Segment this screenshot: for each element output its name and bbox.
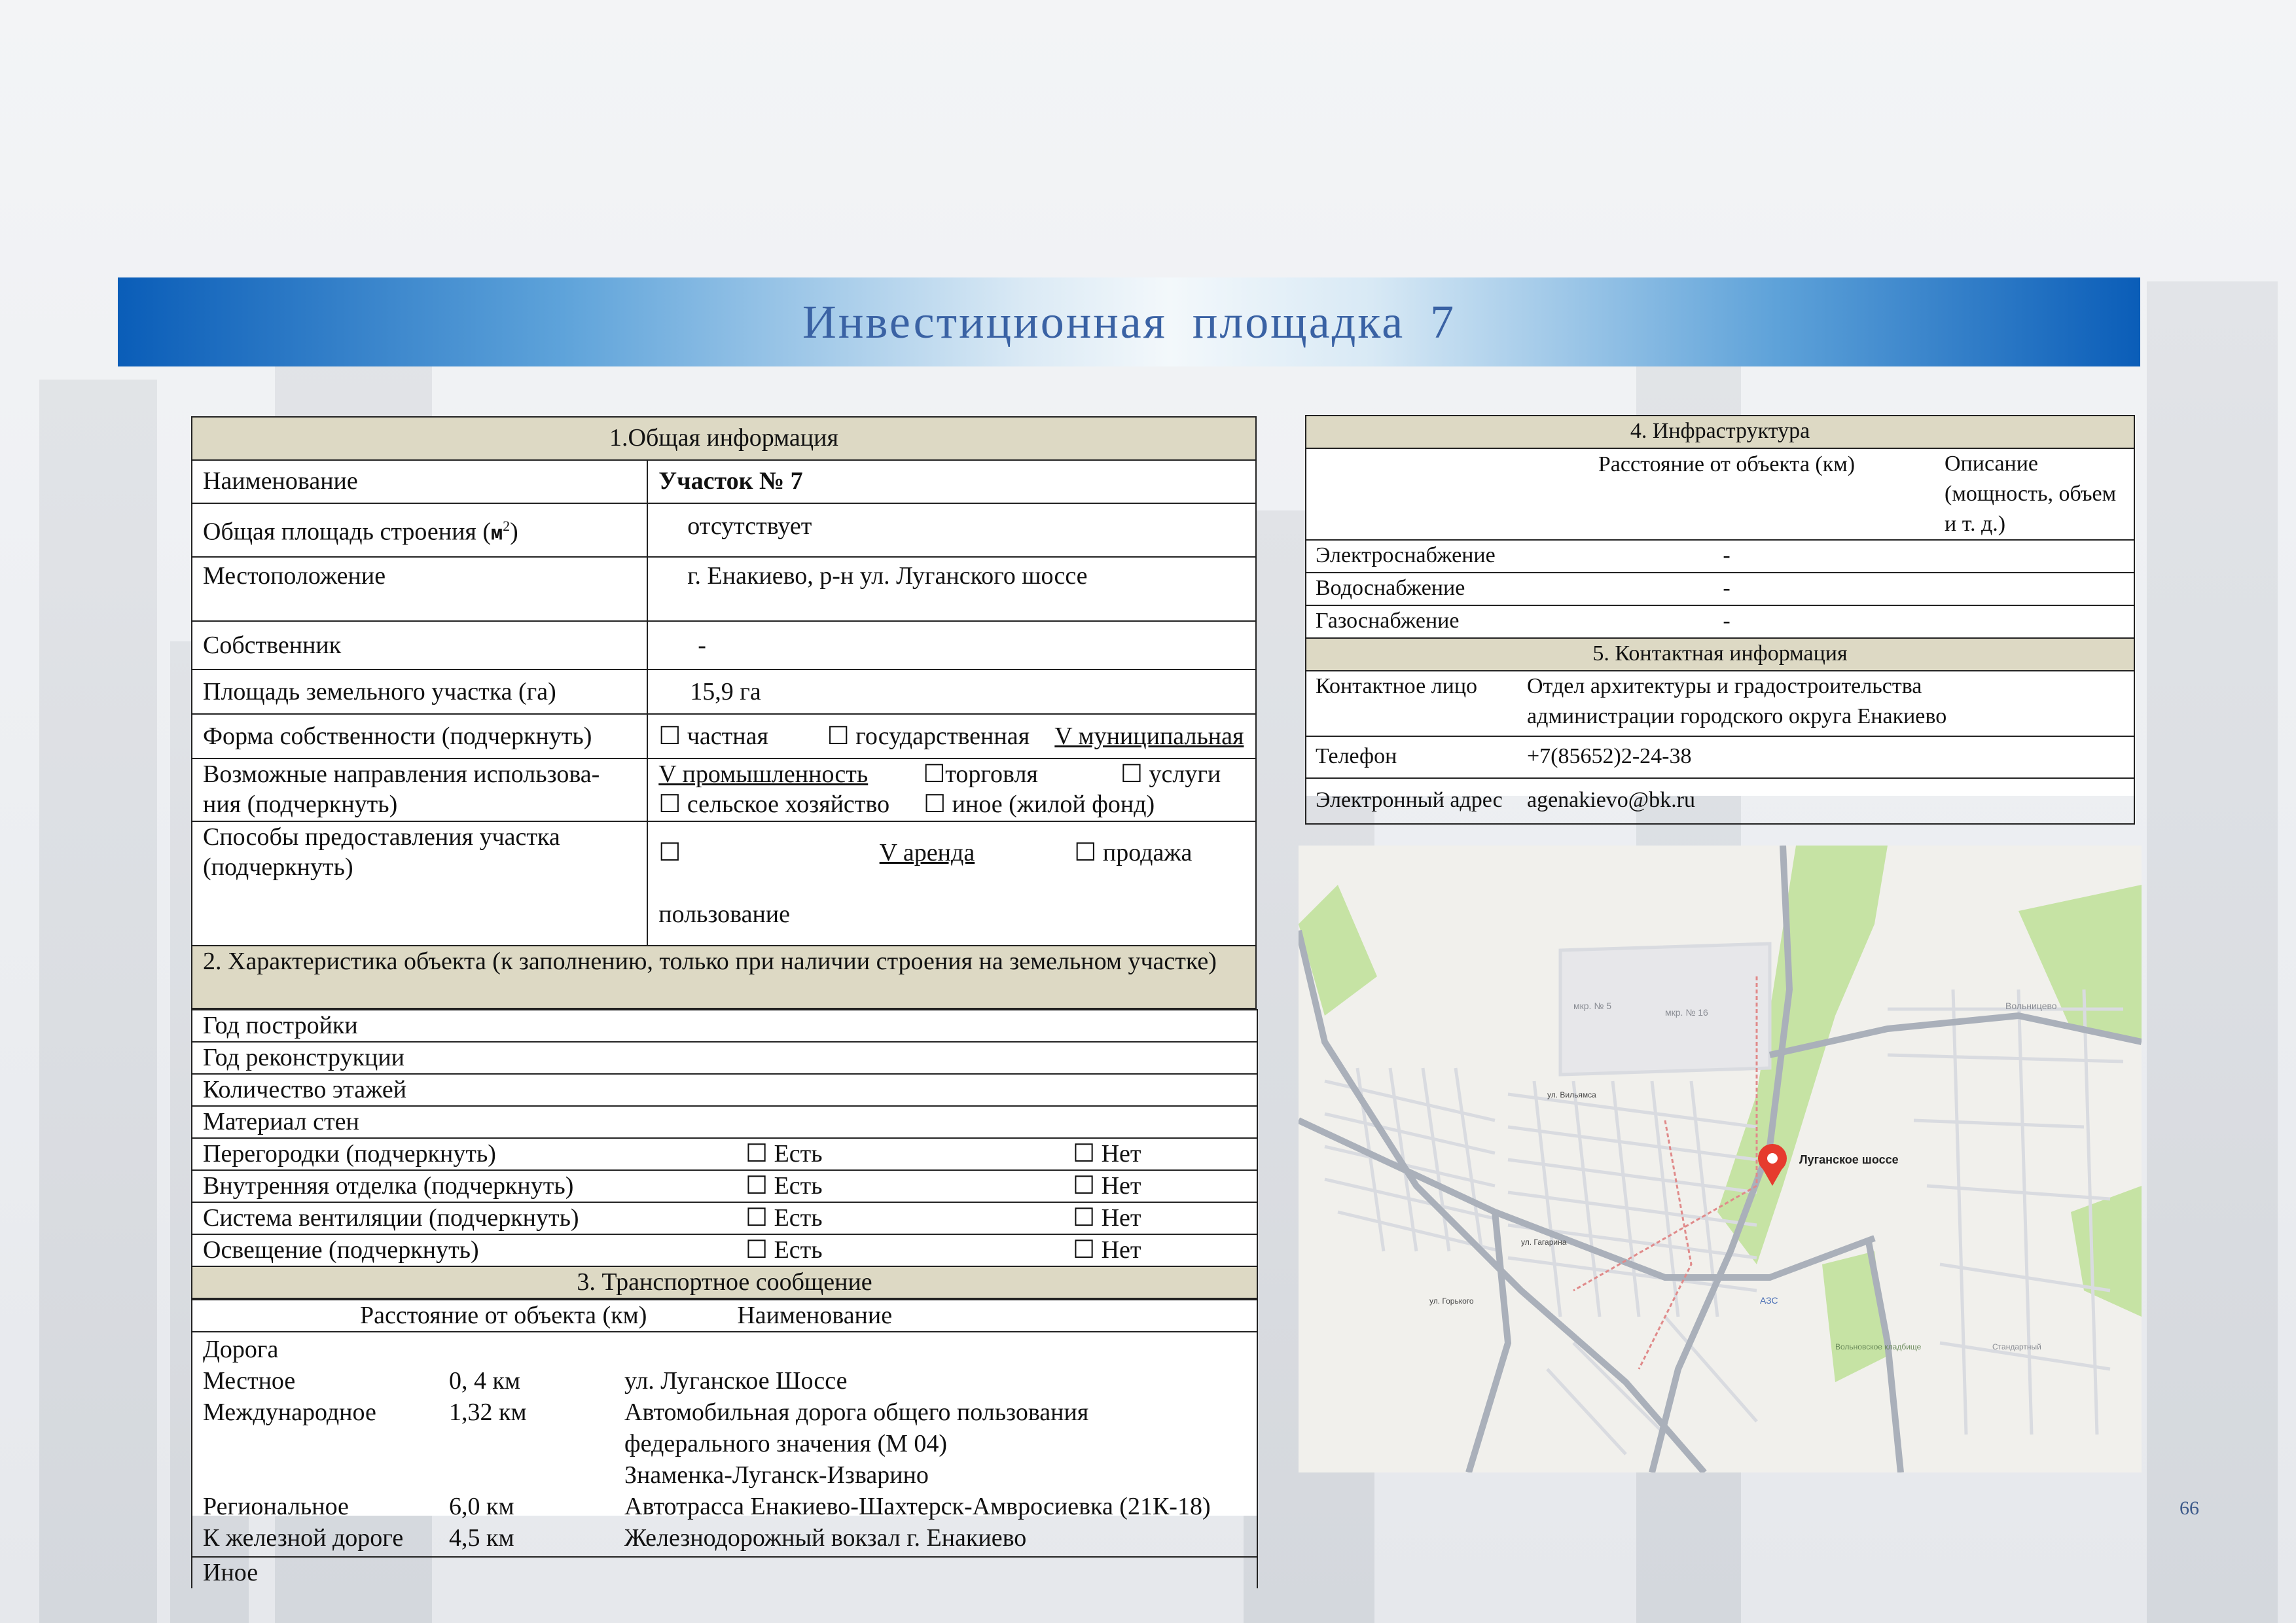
- usage-option-agriculture[interactable]: ☐ сельское хозяйство: [658, 790, 890, 818]
- transport-type: [203, 1428, 449, 1459]
- area-label: Общая площадь строения (: [203, 518, 492, 546]
- check-row-label: Система вентиляции (подчеркнуть): [192, 1202, 735, 1234]
- transport-type: [203, 1459, 449, 1491]
- provision-option-lease[interactable]: V аренда: [827, 821, 1042, 946]
- name-label: Наименование: [192, 460, 647, 503]
- transport-row: [203, 1365, 1246, 1397]
- characteristics-header: 2. Характеристика объекта (к заполнению, только при наличии строения на земельном участке): [192, 946, 1256, 1008]
- ownership-option-private[interactable]: ☐ частная: [647, 714, 827, 758]
- infra-row-dist: -: [1518, 540, 1935, 573]
- usage-label: Возможные направления использова-ния (подчеркнуть): [192, 758, 647, 821]
- transport-distance: [449, 1428, 624, 1459]
- check-row-label: Перегородки (подчеркнуть): [192, 1138, 735, 1170]
- infrastructure-table: [1305, 415, 2135, 825]
- usage-option-other[interactable]: ☐ иное (жилой фонд): [924, 790, 1155, 818]
- land-label: Площадь земельного участка (га): [192, 669, 647, 714]
- transport-table: [191, 1299, 1258, 1588]
- map-label: мкр. № 16: [1665, 1007, 1708, 1018]
- area-close: ): [510, 518, 518, 546]
- check-row-label: Освещение (подчеркнуть): [192, 1234, 735, 1266]
- char-row-year-reconstruction: Год реконструкции: [192, 1042, 1257, 1074]
- phone-value: +7(85652)2-24-38: [1518, 736, 2134, 778]
- area-sup: 2: [503, 518, 511, 534]
- transport-body: [192, 1332, 1257, 1557]
- transport-header: 3. Транспортное сообщение: [192, 1266, 1257, 1298]
- transport-distance: 6,0 км: [449, 1492, 514, 1520]
- transport-type: К железной дороге: [203, 1524, 404, 1552]
- map-label: мкр. № 5: [1573, 1001, 1612, 1011]
- map-label: Стандартный: [1992, 1342, 2041, 1351]
- location-label: Местоположение: [192, 557, 647, 621]
- page-number: 66: [2179, 1497, 2199, 1519]
- char-row-wall-material: Материал стен: [192, 1106, 1257, 1138]
- transport-name: Знаменка-Луганск-Изварино: [624, 1461, 929, 1489]
- characteristics-table: [191, 1009, 1258, 1299]
- map-label: АЗС: [1760, 1295, 1778, 1306]
- transport-name: ул. Луганское Шоссе: [624, 1366, 848, 1395]
- road-label: Дорога: [203, 1335, 279, 1363]
- transport-type: Местное: [203, 1366, 296, 1395]
- infra-col-distance: Расстояние от объекта (км): [1518, 448, 1935, 540]
- ownership-option-state[interactable]: ☐ государственная: [827, 714, 1042, 758]
- check-yes[interactable]: ☐ Есть: [735, 1170, 1062, 1202]
- provision-label: Способы предоставления участка (подчеркнуть): [192, 821, 647, 946]
- check-yes[interactable]: ☐ Есть: [735, 1138, 1062, 1170]
- infra-row-dist: -: [1518, 573, 1935, 605]
- check-no[interactable]: ☐ Нет: [1062, 1202, 1257, 1234]
- usage-option-services[interactable]: ☐ услуги: [1120, 760, 1221, 788]
- transport-row: [203, 1397, 1246, 1428]
- map-label: ул. Вильямса: [1547, 1090, 1596, 1099]
- email-value[interactable]: agenakievo@bk.ru: [1518, 778, 2134, 824]
- right-table-panel: [1305, 415, 2134, 812]
- transport-rows: [203, 1365, 1246, 1554]
- infrastructure-header: 4. Инфраструктура: [1306, 416, 2134, 448]
- transport-type: Региональное: [203, 1492, 349, 1520]
- map-label: Вольновское кладбище: [1835, 1342, 1922, 1351]
- area-value: отсутствует: [647, 503, 1256, 557]
- transport-name: федерального значения (М 04): [624, 1429, 948, 1457]
- transport-name: Автомобильная дорога общего пользования: [624, 1398, 1089, 1426]
- infra-row-label: Газоснабжение: [1306, 605, 1518, 638]
- contacts-header: 5. Контактная информация: [1306, 638, 2134, 671]
- transport-row: [203, 1522, 1246, 1554]
- map-label: ул. Гагарина: [1521, 1238, 1567, 1247]
- usage-option-industry[interactable]: V промышленность: [658, 760, 869, 788]
- transport-distance: 0, 4 км: [449, 1366, 521, 1395]
- contact-person-label: Контактное лицо: [1306, 671, 1518, 736]
- title-banner: [118, 277, 2140, 366]
- map-marker-label: Луганское шоссе: [1799, 1153, 1899, 1166]
- char-row-floors: Количество этажей: [192, 1074, 1257, 1106]
- transport-row: [203, 1428, 1246, 1459]
- infra-row-dist: -: [1518, 605, 1935, 638]
- ownership-label: Форма собственности (подчеркнуть): [192, 714, 647, 758]
- other-label: Иное: [192, 1557, 1257, 1588]
- char-row-year-built: Год постройки: [192, 1010, 1257, 1042]
- transport-type: Международное: [203, 1398, 376, 1426]
- check-no[interactable]: ☐ Нет: [1062, 1234, 1257, 1266]
- check-no[interactable]: ☐ Нет: [1062, 1170, 1257, 1202]
- general-info-header: 1.Общая информация: [192, 417, 1256, 460]
- location-map[interactable]: [1299, 846, 2142, 1472]
- contact-person-value: Отдел архитектуры и градостроительства администрации городского округа Енакиево: [1518, 671, 2134, 736]
- area-label-cell: [192, 503, 647, 557]
- check-row-label: Внутренняя отделка (подчеркнуть): [192, 1170, 735, 1202]
- transport-col-name: Наименование: [737, 1301, 893, 1329]
- transport-distance: 1,32 км: [449, 1398, 527, 1426]
- owner-label: Собственник: [192, 621, 647, 669]
- transport-col-distance: Расстояние от объекта (км): [360, 1301, 647, 1329]
- transport-distance: [449, 1459, 624, 1491]
- location-marker-center: [1767, 1153, 1778, 1164]
- check-no[interactable]: ☐ Нет: [1062, 1138, 1257, 1170]
- check-yes[interactable]: ☐ Есть: [735, 1202, 1062, 1234]
- email-label: Электронный адрес: [1306, 778, 1518, 824]
- transport-name: Железнодорожный вокзал г. Енакиево: [624, 1524, 1027, 1552]
- area-unit: м: [491, 522, 503, 545]
- infra-col-empty: [1306, 448, 1518, 540]
- infra-col-desc: Описание (мощность, объем и т. д.): [1935, 448, 2134, 540]
- transport-row: [203, 1459, 1246, 1491]
- transport-name: Автотрасса Енакиево-Шахтерск-Амвросиевка (21К-18): [624, 1492, 1211, 1520]
- ownership-option-municipal[interactable]: V муниципальная: [1041, 714, 1256, 758]
- usage-options: [647, 758, 1256, 821]
- transport-row: [203, 1491, 1246, 1522]
- provision-option-sale[interactable]: ☐ продажа: [1041, 821, 1256, 946]
- infra-row-label: Водоснабжение: [1306, 573, 1518, 605]
- usage-option-trade[interactable]: ☐торговля: [923, 760, 1038, 788]
- transport-columns: [192, 1300, 1257, 1332]
- phone-label: Телефон: [1306, 736, 1518, 778]
- location-value: г. Енакиево, р-н ул. Луганского шоссе: [647, 557, 1256, 621]
- owner-value: -: [647, 621, 1256, 669]
- land-value: 15,9 га: [647, 669, 1256, 714]
- map-svg: [1299, 846, 2142, 1472]
- infra-row-label: Электроснабжение: [1306, 540, 1518, 573]
- check-yes[interactable]: ☐ Есть: [735, 1234, 1062, 1266]
- page-title: Инвестиционная площадка 7: [802, 295, 1456, 348]
- transport-distance: 4,5 км: [449, 1524, 514, 1552]
- general-info-table: [191, 416, 1257, 1009]
- name-value: Участок № 7: [647, 460, 1256, 503]
- provision-option-use[interactable]: ☐ пользование: [647, 821, 827, 946]
- map-label: ул. Горького: [1429, 1296, 1474, 1306]
- left-table-panel: [191, 416, 1257, 1586]
- map-label: Вольницево: [2005, 1001, 2057, 1011]
